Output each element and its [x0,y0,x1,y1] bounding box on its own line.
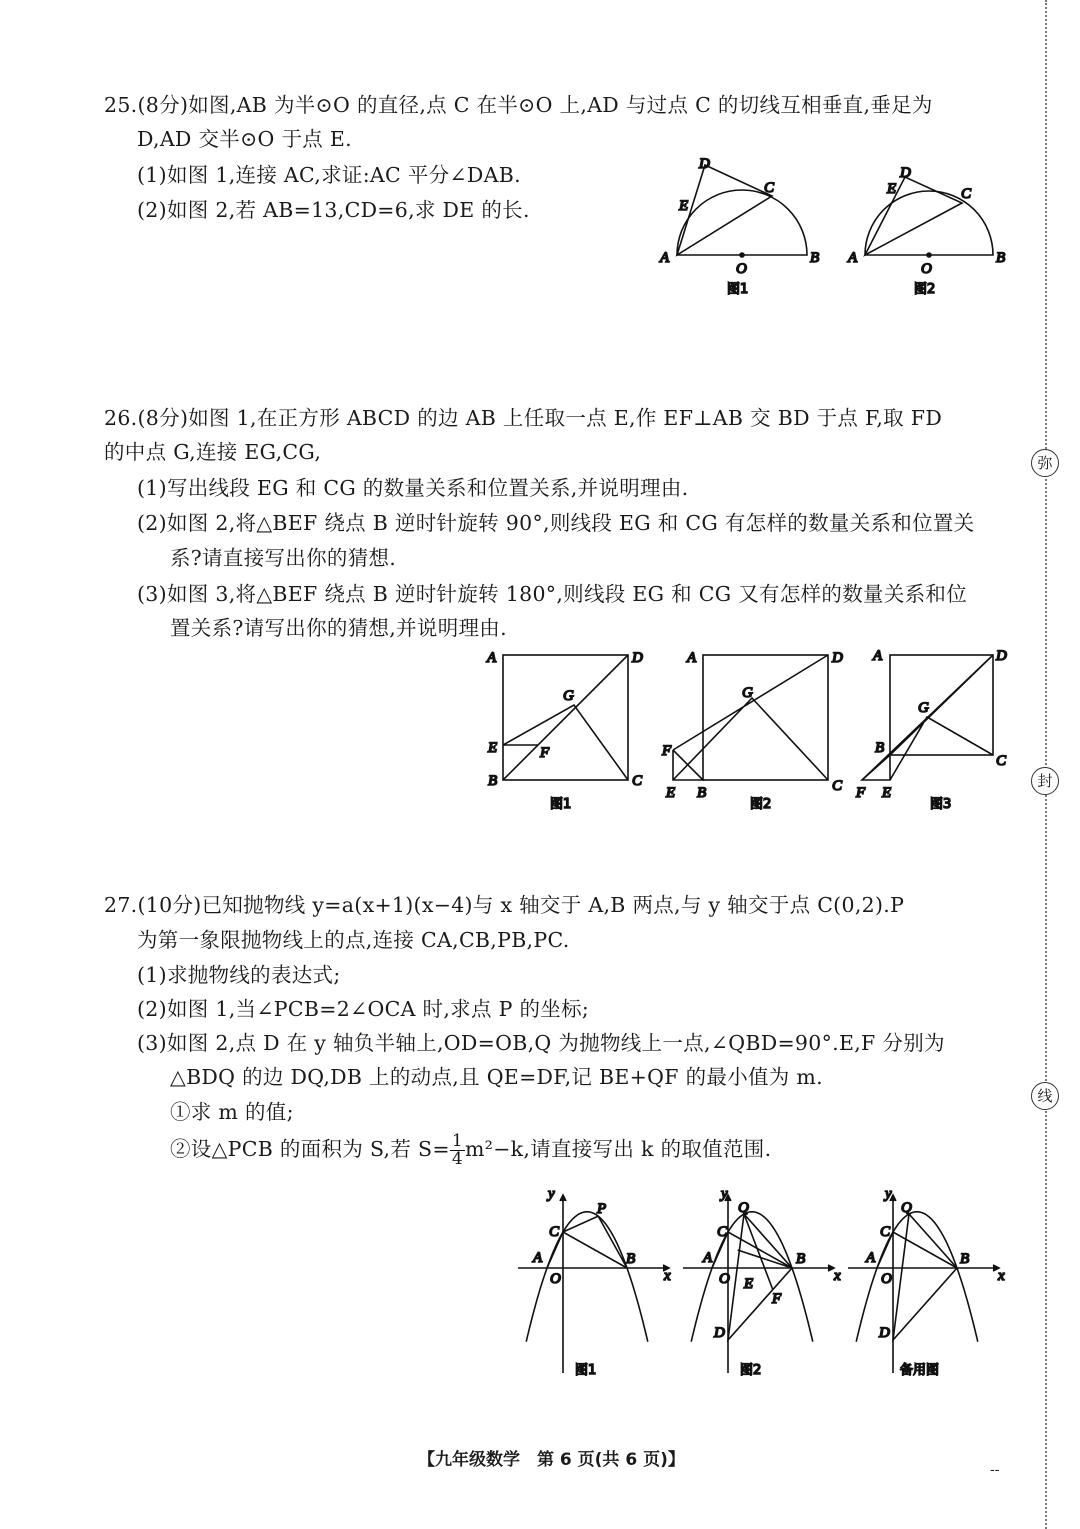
svg-text:A: A [866,1250,876,1266]
svg-text:B: B [626,1251,636,1267]
svg-text:B: B [875,740,885,756]
svg-text:P: P [597,1201,607,1217]
page-footer: 【九年级数学 第 6 页(共 6 页)】 [418,1450,685,1470]
svg-text:D: D [996,648,1007,664]
q25-stem-cont: D,AD 交半⊙O 于点 E. [137,127,352,151]
svg-text:x: x [834,1268,841,1284]
axes [848,1196,998,1373]
label-d: D [900,165,911,181]
axes [518,1196,668,1373]
svg-text:F: F [540,745,550,761]
svg-text:E: E [666,785,676,801]
svg-text:A: A [487,650,497,666]
svg-text:B: B [796,1251,806,1267]
svg-text:图2: 图2 [750,797,772,812]
q27-part3-sub1: ①求 m 的值; [170,1100,294,1124]
q25-part1: (1)如图 1,连接 AC,求证:AC 平分∠DAB. [137,163,521,187]
svg-text:C: C [717,1224,728,1240]
label-b: B [810,250,820,266]
svg-text:C: C [549,1224,560,1240]
corner-mark: -- [990,1462,1000,1478]
label-o: O [736,261,747,277]
svg-text:D: D [714,1325,725,1341]
svg-text:x: x [998,1268,1005,1284]
q26-part3-cont: 置关系?请写出你的猜想,并说明理由. [170,616,507,640]
svg-text:Q: Q [738,1200,749,1216]
svg-text:Q: Q [901,1200,912,1216]
q27-figure-3 [848,1186,1005,1378]
q26-part2: (2)如图 2,将△BEF 绕点 B 逆时针旋转 90°,则线段 EG 和 CG 有怎样的数量关系和位置关 [137,511,975,535]
svg-text:C: C [632,773,643,789]
q25-figure-2 [847,165,1005,297]
q26-stem: 26.(8分)如图 1,在正方形 ABCD 的边 AB 上任取一点 E,作 EF⊥AB 交 BD 于点 F,取 FD [104,406,943,430]
svg-text:D: D [832,650,843,666]
q26-figure-3 [855,648,1007,812]
fraction-denominator: 4 [451,1149,463,1169]
label-e: E [679,198,689,214]
svg-text:E: E [882,785,892,801]
q27-stem-cont: 为第一象限抛物线上的点,连接 CA,CB,PB,PC. [137,928,570,952]
svg-text:图2: 图2 [740,1363,762,1378]
seal-xian: 线 [1031,1082,1059,1110]
svg-text:O: O [550,1271,561,1287]
axes [683,1196,833,1373]
svg-text:A: A [873,648,883,664]
triangle-bdq [728,1214,792,1340]
svg-text:图1: 图1 [575,1363,597,1378]
q25-part2: (2)如图 2,若 AB=13,CD=6,求 DE 的长. [137,198,530,222]
q27-part2: (2)如图 1,当∠PCB=2∠OCA 时,求点 P 的坐标; [137,997,590,1021]
svg-text:G: G [918,700,929,716]
label-d: D [699,156,710,172]
q26-figure-1 [486,650,643,812]
q27-figure-1 [518,1186,671,1378]
seal-mi: 弥 [1031,449,1059,477]
svg-text:G: G [563,688,574,704]
parabola [526,1212,648,1342]
svg-text:F: F [856,785,866,801]
svg-text:F: F [772,1291,782,1307]
label-a: A [848,250,858,266]
svg-text:y: y [548,1186,555,1202]
svg-text:O: O [719,1271,730,1287]
q27-part1: (1)求抛物线的表达式; [137,963,341,987]
segments-cp-pb [563,1216,627,1268]
svg-text:x: x [664,1268,671,1284]
svg-text:F: F [662,743,672,759]
svg-text:D: D [632,650,643,666]
seal-feng: 封 [1031,767,1059,795]
fig-caption: 图1 [727,282,749,297]
svg-text:图1: 图1 [550,797,572,812]
parabola [856,1212,978,1342]
svg-text:B: B [488,773,498,789]
svg-text:C: C [832,778,843,794]
svg-text:B: B [960,1251,970,1267]
svg-text:O: O [881,1271,892,1287]
label-c: C [764,180,775,196]
q26-part2-cont: 系?请直接写出你的猜想. [170,546,397,570]
svg-text:y: y [721,1186,728,1202]
triangle-bdq [893,1214,957,1340]
q27-figure-2 [683,1186,841,1378]
q27-part3: (3)如图 2,点 D 在 y 轴负半轴上,OD=OB,Q 为抛物线上一点,∠QBD=90°.E,F 分别为 [137,1031,945,1055]
svg-text:E: E [488,740,498,756]
axis-arrows [560,1195,669,1271]
label-o: O [921,261,932,277]
label-a: A [660,250,670,266]
q26-part3: (3)如图 3,将△BEF 绕点 B 逆时针旋转 180°,则线段 EG 和 CG 又有怎样的数量关系和位 [137,582,968,606]
fraction-numerator: 1 [451,1131,463,1151]
fig-caption: 图2 [914,282,936,297]
svg-text:E: E [744,1276,754,1292]
q25-stem: 25.(8分)如图,AB 为半⊙O 的直径,点 C 在半⊙O 上,AD 与过点 C 的切线互相垂直,垂足为 [104,93,933,117]
svg-text:B: B [697,785,707,801]
svg-text:备用图: 备用图 [900,1363,940,1378]
q27-sub2-pre: ②设△PCB 的面积为 S,若 S= [170,1137,450,1161]
q27-part3-cont: △BDQ 的边 DQ,DB 上的动点,且 QE=DF,记 BE+QF 的最小值为 m. [170,1065,823,1089]
svg-text:A: A [533,1250,543,1266]
q26-stem-cont: 的中点 G,连接 EG,CG, [104,440,322,464]
q27-stem: 27.(10分)已知抛物线 y=a(x+1)(x−4)与 x 轴交于 A,B 两点,与 y 轴交于点 C(0,2).P [104,893,905,917]
svg-text:C: C [880,1224,891,1240]
svg-text:D: D [879,1325,890,1341]
svg-text:图3: 图3 [930,797,952,812]
label-e: E [887,181,897,197]
svg-text:G: G [742,685,753,701]
svg-text:A: A [687,650,697,666]
q25-figure-1 [659,156,819,297]
svg-text:C: C [996,753,1007,769]
q27-sub2-post: m²−k,请直接写出 k 的取值范围. [464,1137,772,1161]
svg-text:y: y [885,1186,892,1202]
q26-part1: (1)写出线段 EG 和 CG 的数量关系和位置关系,并说明理由. [137,476,689,500]
svg-text:A: A [703,1250,713,1266]
label-b: B [996,250,1006,266]
q26-figure-2 [661,650,843,812]
label-c: C [961,186,972,202]
